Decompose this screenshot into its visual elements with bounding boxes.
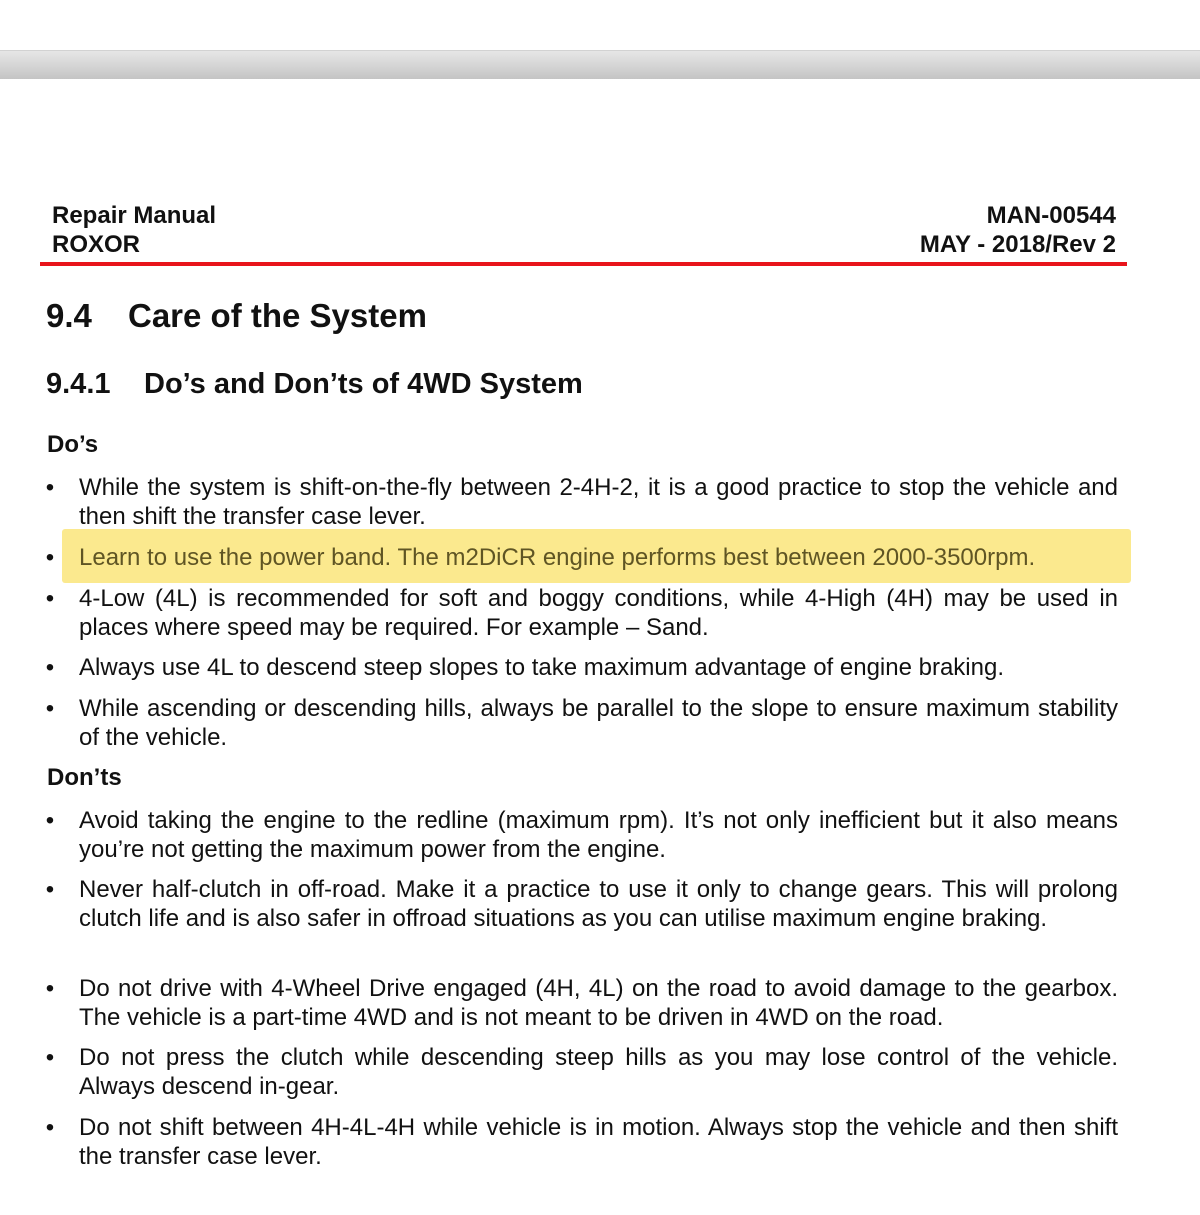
viewer-toolbar-strip — [0, 50, 1200, 79]
document-header-right — [920, 201, 1116, 259]
dos-item — [40, 473, 1118, 531]
dos-item-text: Learn to use the power band. The m2DiCR engine performs best between 2000-3500rpm. — [79, 544, 1036, 571]
section-heading — [46, 296, 427, 336]
dos-item — [40, 694, 1118, 752]
donts-item-text: Never half-clutch in off-road. Make it a practice to use it only to change gears. This will prolong clutch life and is also safer in offroad situations as you can utilise maximum engine braking. — [79, 876, 1118, 932]
donts-item-text: Avoid taking the engine to the redline (maximum rpm). It’s not only inefficient but it also means you’re not getting the maximum power from the engine. — [79, 807, 1118, 863]
bullet: • — [45, 474, 55, 501]
bullet: • — [45, 975, 55, 1002]
viewer-top-area — [0, 0, 1200, 50]
header-rule — [40, 262, 1127, 266]
bullet: • — [45, 1044, 55, 1071]
bullet: • — [45, 544, 55, 571]
donts-item-text: Do not drive with 4-Wheel Drive engaged (4H, 4L) on the road to avoid damage to the gearbox. The vehicle is a part-time 4WD and is not meant to be driven in 4WD on the road. — [79, 975, 1118, 1031]
dos-heading: Do’s — [47, 431, 99, 458]
subsection-title: Do’s and Don’ts of 4WD System — [144, 368, 583, 400]
donts-item-text: Do not shift between 4H-4L-4H while vehicle is in motion. Always stop the vehicle and then shift the transfer case lever. — [79, 1114, 1118, 1170]
section-number: 9.4 — [46, 297, 92, 334]
bullet: • — [45, 585, 55, 612]
dos-item-text: While ascending or descending hills, always be parallel to the slope to ensure maximum stability of the vehicle. — [79, 695, 1118, 751]
donts-heading: Don’ts — [47, 764, 122, 791]
dos-item — [40, 584, 1118, 642]
bullet: • — [45, 807, 55, 834]
subsection-heading — [46, 366, 583, 402]
section-title: Care of the System — [128, 297, 427, 334]
bullet: • — [45, 695, 55, 722]
bullet: • — [45, 876, 55, 903]
subsection-number: 9.4.1 — [46, 368, 111, 400]
dos-item-text: Always use 4L to descend steep slopes to take maximum advantage of engine braking. — [79, 654, 1004, 681]
dos-item-text: 4-Low (4L) is recommended for soft and boggy conditions, while 4-High (4H) may be used in places where speed may be required. For example – Sand. — [79, 585, 1118, 641]
vehicle-name: ROXOR — [52, 231, 141, 258]
donts-item — [40, 1043, 1118, 1101]
donts-item — [40, 806, 1118, 864]
dos-item-highlighted — [40, 543, 1118, 572]
dos-item — [40, 653, 1118, 682]
document-revision: MAY - 2018/Rev 2 — [919, 231, 1116, 258]
document-header-left — [52, 201, 216, 259]
manual-type: Repair Manual — [52, 202, 217, 229]
donts-item — [40, 1113, 1118, 1171]
bullet: • — [45, 654, 55, 681]
donts-item-text: Do not press the clutch while descending steep hills as you may lose control of the vehicle. Always descend in-gear. — [79, 1044, 1118, 1100]
dos-item-text: While the system is shift-on-the-fly between 2-4H-2, it is a good practice to stop the vehicle and then shift the transfer case lever. — [79, 474, 1118, 530]
donts-item — [40, 974, 1118, 1032]
bullet: • — [45, 1114, 55, 1141]
document-number: MAN-00544 — [986, 202, 1116, 229]
donts-item — [40, 875, 1118, 933]
